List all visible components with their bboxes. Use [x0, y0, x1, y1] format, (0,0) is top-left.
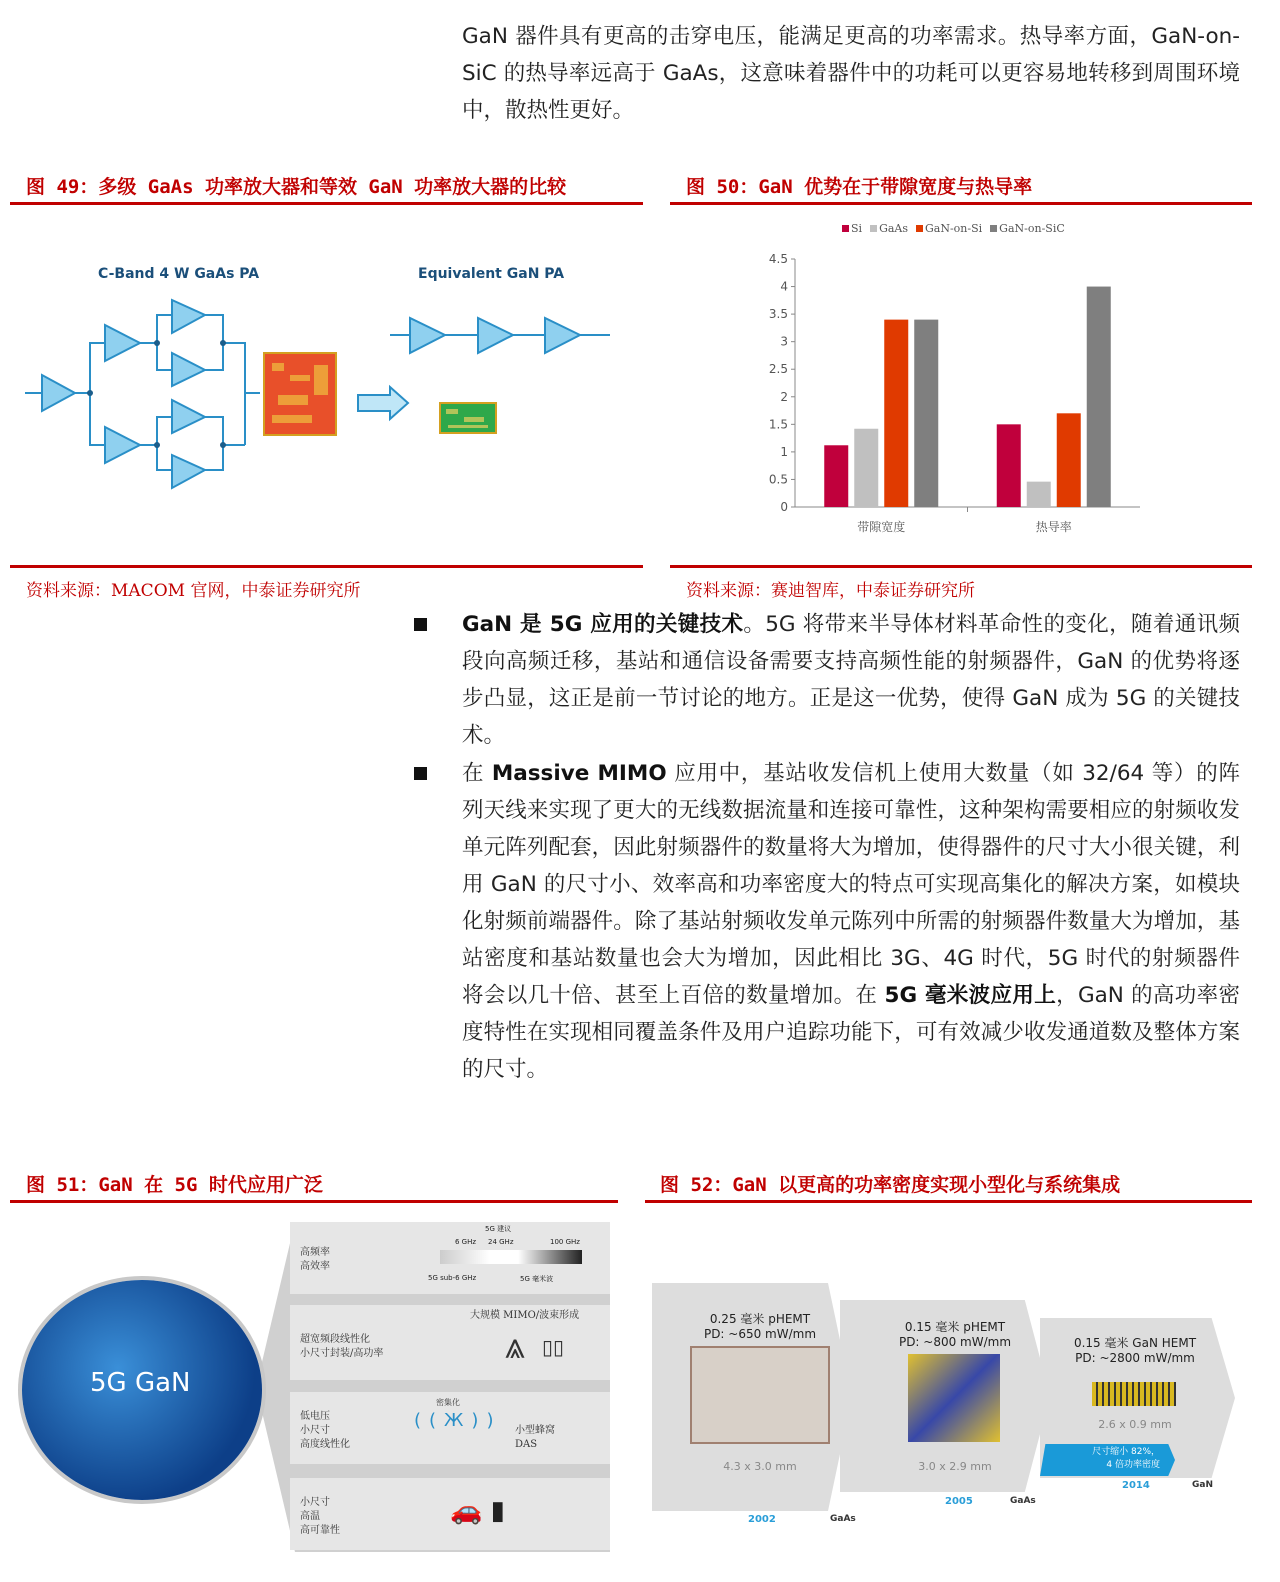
y-tick-label: 1.5 — [768, 417, 788, 432]
spectrum-top-label: 5G 建议 — [485, 1225, 512, 1233]
bullet-marker — [414, 618, 427, 631]
panel-item: 高频率 — [300, 1247, 330, 1258]
legend-item — [870, 222, 908, 235]
legend-swatch — [842, 225, 849, 232]
panel-item: DAS — [515, 1439, 538, 1450]
legend-swatch — [916, 225, 923, 232]
chip-image-2005 — [908, 1354, 1000, 1442]
stage-label: 0.25 毫米 pHEMT — [709, 1312, 811, 1326]
bullet-2-bold-2: 5G 毫米波应用上 — [884, 983, 1057, 1008]
bullet-2-pre: 在 — [462, 761, 492, 786]
stage-label: 0.15 毫米 GaN HEMT — [1073, 1336, 1197, 1350]
stage-year: 2014 — [1122, 1480, 1150, 1491]
banner-line-2: 4 倍功率密度 — [1106, 1460, 1160, 1470]
legend-item — [842, 222, 862, 235]
small-cell-towers-icon: ((Ж)) — [414, 1410, 502, 1431]
chart-legend — [842, 222, 1065, 235]
fig51-panel-2 — [290, 1305, 610, 1380]
stage-dim: 4.3 x 3.0 mm — [723, 1460, 797, 1473]
stage-pd: PD: ~2800 mW/mm — [1075, 1351, 1195, 1365]
circle-label: 5G GaN — [90, 1368, 191, 1398]
legend-item — [916, 222, 982, 235]
bullet-paragraph-1 — [462, 606, 1240, 754]
fig49-label-right: Equivalent GaN PA — [418, 266, 565, 282]
stage-material: GaAs — [830, 1514, 856, 1524]
spectrum-bar — [440, 1250, 582, 1264]
chip-image-2014 — [1092, 1382, 1176, 1406]
spectrum-100ghz: 100 GHz — [550, 1238, 580, 1246]
fig49-title: 图 49：多级 GaAs 功率放大器和等效 GaN 功率放大器的比较 — [26, 176, 567, 198]
banner-line-1: 尺寸缩小 82%， — [1092, 1447, 1160, 1457]
cell-tower-icon: ⩓ — [505, 1326, 526, 1367]
fig52-title: 图 52：GaN 以更高的功率密度实现小型化与系统集成 — [660, 1174, 1121, 1196]
panel-item: 高效率 — [300, 1261, 330, 1272]
y-tick-label: 4 — [780, 279, 788, 294]
stage-material: GaN — [1192, 1480, 1213, 1490]
phone-icon: ▯▯ — [542, 1335, 565, 1359]
stage-year: 2005 — [945, 1496, 973, 1507]
panel-item: 小型蜂窝 — [515, 1425, 555, 1436]
bullet-2-text-2: ，GaN 的高功率密度特性在实现相同覆盖条件及用户追踪功能下，可有效减少收发通道数及整体方案的尺寸。 — [462, 983, 1241, 1082]
panel-item: 高度线性化 — [300, 1439, 350, 1450]
stage-pd: PD: ~800 mW/mm — [898, 1335, 1012, 1349]
bar-gaas-0 — [854, 429, 878, 507]
bar-gan-on-sic-1 — [1087, 287, 1111, 507]
y-tick-label: 0.5 — [768, 472, 788, 487]
panel-item: 小尺寸 — [300, 1425, 330, 1436]
y-tick-label: 2.5 — [768, 362, 788, 377]
panel-item: 小尺寸封装/高功率 — [300, 1348, 384, 1359]
y-tick-label: 1 — [780, 444, 788, 459]
panel-item: 高可靠性 — [300, 1525, 340, 1536]
fig51-panel-3 — [290, 1392, 610, 1464]
legend-label: Si — [851, 222, 863, 235]
legend-swatch — [990, 225, 997, 232]
stage-label: 0.15 毫米 pHEMT — [904, 1320, 1006, 1334]
stage-dim: 2.6 x 0.9 mm — [1098, 1418, 1172, 1431]
fig51-title: 图 51：GaN 在 5G 时代应用广泛 — [26, 1174, 323, 1196]
y-tick-label: 0 — [780, 500, 788, 514]
bullet-paragraph-2 — [462, 755, 1240, 1088]
stage-dim: 3.0 x 2.9 mm — [918, 1460, 992, 1473]
panel-item: 小尺寸 — [300, 1497, 330, 1508]
x-tick-label: 带隙宽度 — [857, 520, 906, 534]
fig49-bottom-rule — [10, 565, 643, 568]
fig52-top-rule — [645, 1200, 1252, 1203]
fig51-panel-1 — [290, 1222, 610, 1294]
bar-si-1 — [997, 424, 1021, 507]
legend-item — [990, 222, 1065, 235]
y-tick-label: 3.5 — [768, 307, 788, 322]
fig50-bottom-rule — [670, 565, 1252, 568]
bar-chart — [760, 250, 1160, 540]
fig49-diagram — [20, 255, 620, 505]
fig50-top-rule — [670, 202, 1252, 205]
fig51-top-rule — [10, 1200, 618, 1203]
panel-item: 超宽频段线性化 — [300, 1334, 370, 1345]
panel-item: 低电压 — [300, 1411, 330, 1422]
bar-gaas-1 — [1027, 482, 1051, 507]
stage-year: 2002 — [748, 1514, 776, 1525]
bullet-2-text: 应用中，基站收发信机上使用大数量（如 32/64 等）的阵列天线来实现了更大的无线数据流量和连接可靠性，这种架构需要相应的射频收发单元阵列配套，因此射频器件的数量将大为增加，使得器件的尺寸大小很关键，利用 GaN 的尺寸小、效率高和功率密度大的特点可实现高集化的解决方案，如模块化射频前端器件。除了基站射频收发单元陈列中所需的射频器件数量大为增加，基站密度和基站数量也会大为增加，因此相比 3G、4G 时代，5G 时代的射频器件将会以几十倍、甚至上百倍的数量增加。在 — [462, 761, 1241, 1008]
car-camera-fridge-icons: 🚗 ▮ — [450, 1496, 505, 1526]
y-tick-label: 4.5 — [768, 252, 788, 266]
legend-label: GaN-on-SiC — [999, 222, 1065, 235]
bullet-1-bold: GaN 是 5G 应用的关键技术 — [462, 612, 744, 637]
bullet-2-bold: Massive MIMO — [491, 761, 667, 786]
legend-label: GaN-on-Si — [925, 222, 983, 235]
bar-gan-on-si-1 — [1057, 413, 1081, 507]
fig50-source: 资料来源：赛迪智库，中泰证券研究所 — [686, 581, 975, 601]
amp-triangle — [42, 375, 75, 411]
densification-label: 密集化 — [436, 1398, 460, 1407]
bar-si-0 — [824, 445, 848, 507]
spectrum-mmwave: 5G 毫米波 — [520, 1275, 554, 1283]
chart-svg — [760, 250, 1160, 540]
fig50-title: 图 50：GaN 优势在于带隙宽度与热导率 — [686, 176, 1033, 198]
legend-label: GaAs — [879, 222, 908, 235]
bar-gan-on-sic-0 — [914, 320, 938, 507]
y-tick-label: 2 — [780, 389, 788, 404]
bullet-marker — [414, 767, 427, 780]
fig51-panel-4 — [290, 1478, 610, 1550]
bar-gan-on-si-0 — [884, 320, 908, 507]
legend-swatch — [870, 225, 877, 232]
x-tick-label: 热导率 — [1035, 520, 1072, 534]
fig49-top-rule — [10, 202, 643, 205]
stage-material: GaAs — [1010, 1496, 1036, 1506]
spectrum-6ghz: 6 GHz — [455, 1238, 477, 1246]
fig49-label-left: C-Band 4 W GaAs PA — [98, 266, 260, 282]
intro-paragraph: GaN 器件具有更高的击穿电压，能满足更高的功率需求。热导率方面，GaN-on-SiC 的热导率远高于 GaAs，这意味着器件中的功耗可以更容易地转移到周围环境中，散热性更好。 — [462, 24, 1240, 123]
y-tick-label: 3 — [780, 334, 788, 349]
chip-image-2002 — [690, 1346, 830, 1444]
stage-pd: PD: ~650 mW/mm — [703, 1327, 817, 1341]
panel-item: 高温 — [300, 1511, 320, 1522]
spectrum-24ghz: 24 GHz — [488, 1238, 514, 1246]
bullet-1-text: 。5G 将带来半导体材料革命性的变化，随着通讯频段向高频迁移，基站和通信设备需要支持高频性能的射频器件，GaN 的优势将逐步凸显，这正是前一节讨论的地方。正是这一优势，使得 GaN 成为 5G 的关键技术。 — [462, 612, 1240, 748]
mimo-label: 大规模 MIMO/波束形成 — [470, 1310, 580, 1321]
spectrum-sub6: 5G sub-6 GHz — [428, 1274, 477, 1282]
fig49-source: 资料来源：MACOM 官网，中泰证券研究所 — [26, 581, 361, 601]
